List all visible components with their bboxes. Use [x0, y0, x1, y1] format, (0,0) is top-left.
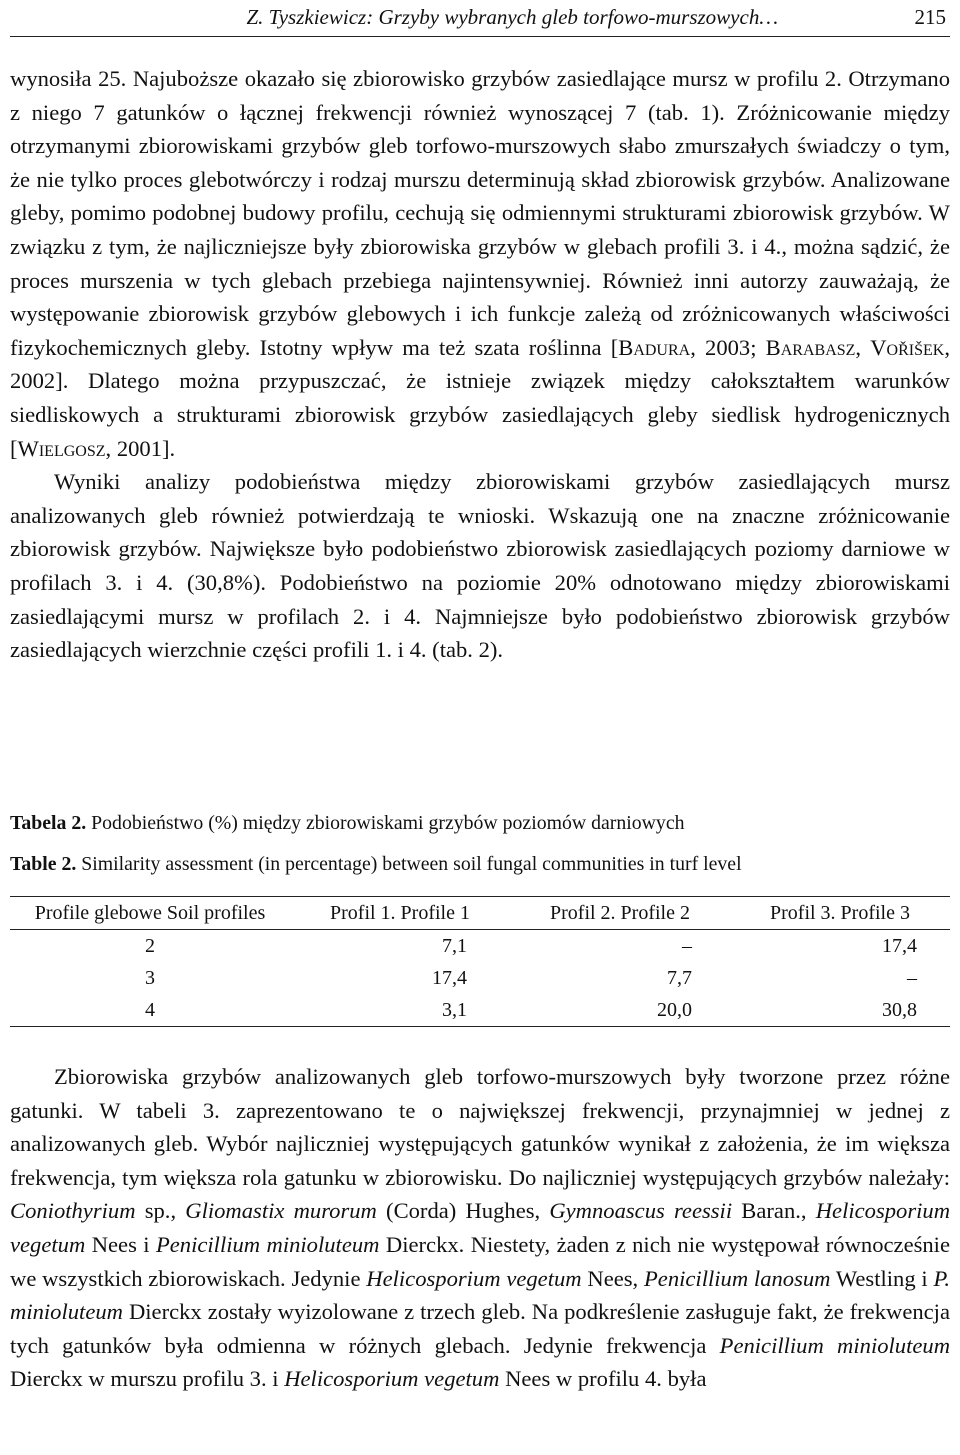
species-name: P. minioluteum — [10, 1265, 950, 1325]
species-name: Penicillium minioluteum — [719, 1332, 951, 1358]
page-number: 215 — [914, 5, 946, 29]
table-label-polish: Tabela 2. — [10, 812, 87, 834]
row-label: 4 — [10, 994, 290, 1027]
citation-badura: Badura — [618, 334, 691, 360]
paragraph-2: Wyniki analizy podobieństwa między zbiorowiskami grzybów zasiedlających mursz analizowanych gleb również potwierdzają te wnioski. Wskazują one na znaczne zróżnicowanie zbiorowisk grzybów. Największe było podobieństwo zbiorowisk zasiedlających poziomy darniowe w profilach 3. i 4. (30,8%). Podobieństwo na poziomie 20% odnotowano między zbiorowiskami zasiedlającymi mursz w profilach 2. i 4. Najmniejsze było podobieństwo zbiorowisk grzybów zasiedlających wierzchnie części profili 1. i 4. (tab. 2). — [10, 469, 950, 663]
running-header — [10, 2, 950, 37]
table-cell: – — [907, 966, 917, 989]
species-name: Coniothyrium — [10, 1198, 136, 1224]
paragraph-1: wynosiła 25. Najuboższe okazało się zbiorowisko grzybów zasiedlające mursz w profilu 2. Otrzymano z niego 7 gatunków o łącznej frekwencji również wynoszącej 7 (tab. 1). Zróżnicowanie między otrzymanymi zbiorowiskami grzybów gleb torfowo-murszowych słabo zmurszałych świadczy o tym, że nie tylko proces glebotwórczy i rodzaj murszu determinują skład zbiorowisk grzybów. Analizowane gleby, pomimo podobnej budowy profilu, cechują się odmiennymi strukturami zbiorowisk grzybów. W związku z tym, że najliczniejsze były zbiorowiska grzybów w glebach profili 3. i 4., można sądzić, że proces murszenia w tych glebach przebiega najintensywniej. Również inni autorzy zauważają, że występowanie zbiorowisk grzybów glebowych i ich funkcje zależą od zróżnicowanych właściwości fizykochemicznych gleby. Istotny wpływ ma też szata roślinna [Badura, 2003; Barabasz, Vořišek, 2002]. Dlatego można przypuszczać, że istnieje związek między całokształtem warunków siedliskowych a strukturami zbiorowisk grzybów zasiedlających gleby siedlisk hydrogenicznych [Wielgosz, 2001]. — [10, 66, 950, 461]
table-cell: 3,1 — [442, 998, 467, 1021]
table-header-row — [10, 897, 950, 930]
citation-barabasz: Barabasz — [765, 334, 856, 360]
header-profile-2: Profil 2. Profile 2 — [510, 897, 730, 930]
row-label: 3 — [145, 966, 155, 989]
paragraph-3: Zbiorowiska grzybów analizowanych gleb torfowo-murszowych były tworzone przez różne gatunki. W tabeli 3. zaprezentowano te o największej frekwencji, przynajmniej w jednej z analizowanych gleb. Wybór najliczniej występujących gatunków wynikał z założenia, że im większa frekwencja, tym większa rola gatunku w zbiorowisku. Do najliczniej występujących grzybów należały: Coniothyrium sp., Gliomastix murorum (Corda) Hughes, Gymnoascus reessii Baran., Helicosporium vegetum Nees i Penicillium minioluteum Dierckx. Niestety, żaden z nich nie występował równocześnie we wszystkich zbiorowiskach. Jedynie Helicosporium vegetum Nees, Penicillium lanosum Westling i P. minioluteum Dierckx zostały wyizolowane z trzech gleb. Na podkreślenie zasługuje fakt, że frekwencja tych gatunków była odmienna w różnych glebach. Jedynie frekwencja Penicillium minioluteum Dierckx w murszu profilu 3. i Helicosporium vegetum Nees w profilu 4. była — [10, 1064, 951, 1392]
header-profile-3: Profil 3. Profile 3 — [730, 897, 950, 930]
body-text-lower — [10, 1060, 950, 1396]
table-cell: – — [682, 934, 692, 957]
header-soil-profiles: Profile glebowe Soil profiles — [10, 897, 290, 930]
row-label: 2 — [145, 934, 155, 957]
body-text-upper — [10, 62, 950, 667]
table-row — [10, 962, 950, 994]
table-row — [10, 994, 950, 1027]
table-cell: 7,7 — [667, 966, 692, 989]
species-name: Penicillium minioluteum — [155, 1231, 380, 1257]
table-cell: 17,4 — [432, 966, 467, 989]
table-cell: 20,0 — [657, 998, 692, 1021]
header-profile-1: Profil 1. Profile 1 — [290, 897, 510, 930]
table-label-english: Table 2. — [10, 853, 77, 875]
species-name: Helicosporium vegetum — [10, 1198, 951, 1257]
table-cell: 30,8 — [882, 998, 917, 1021]
citation-vorisek: Vořišek — [870, 334, 945, 360]
table-cell: 17,4 — [882, 934, 917, 957]
table-cell: 7,1 — [442, 934, 467, 957]
species-name: Helicosporium vegetum — [284, 1366, 500, 1392]
table-caption-polish: Tabela 2. Podobieństwo (%) między zbiorowiskami grzybów poziomów darniowych — [10, 812, 685, 834]
similarity-table — [10, 896, 950, 1027]
running-header-title: Z. Tyszkiewicz: Grzyby wybranych gleb torfowo-murszowych… — [246, 5, 778, 29]
table-row — [10, 930, 950, 963]
species-name: Gliomastix murorum — [185, 1198, 377, 1224]
table-caption-english: Table 2. Similarity assessment (in percentage) between soil fungal communities in turf level — [10, 853, 742, 875]
species-name: Helicosporium vegetum — [366, 1265, 582, 1291]
species-name: Gymnoascus reessii — [549, 1198, 733, 1224]
citation-wielgosz: Wielgosz — [17, 435, 106, 461]
species-name: Penicillium lanosum — [643, 1265, 831, 1291]
